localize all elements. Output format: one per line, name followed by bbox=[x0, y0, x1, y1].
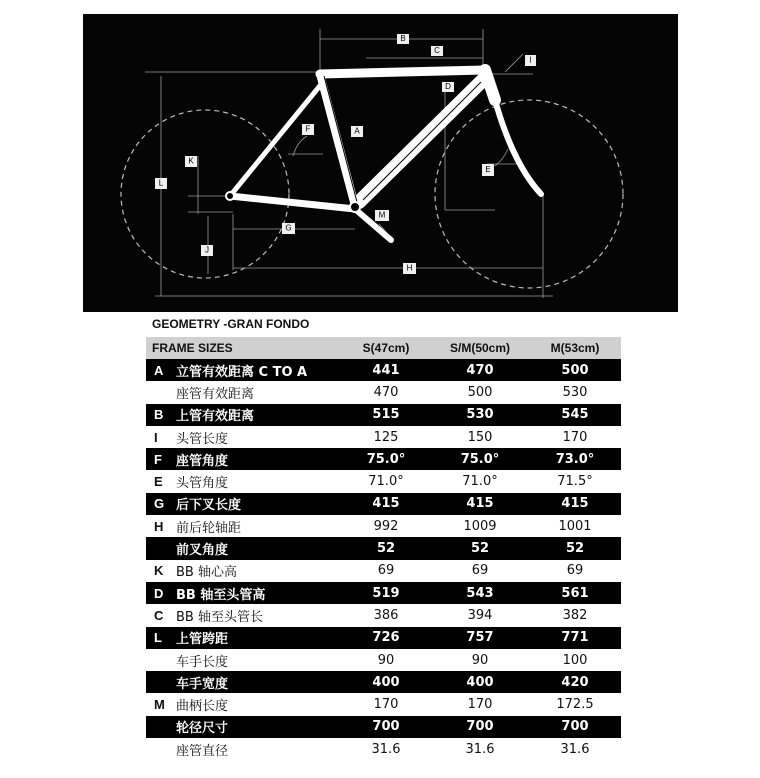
dim-label-g bbox=[282, 223, 295, 234]
dim-label-e bbox=[482, 164, 494, 176]
row-value-m: 382 bbox=[562, 607, 588, 623]
row-name: 前后轮轴距 bbox=[176, 520, 242, 536]
row-value-sm: 1009 bbox=[463, 518, 497, 534]
row-value-sm: 150 bbox=[467, 429, 493, 445]
table-row bbox=[146, 604, 621, 626]
row-letter: L bbox=[154, 630, 162, 646]
svg-text:J: J bbox=[205, 245, 209, 255]
row-letter: D bbox=[154, 585, 164, 601]
row-value-sm: 415 bbox=[466, 496, 494, 512]
row-value-sm: 71.0° bbox=[462, 474, 498, 490]
dim-label-a bbox=[351, 126, 363, 137]
row-letter: B bbox=[154, 407, 164, 423]
table-row bbox=[146, 381, 621, 403]
row-value-m: 700 bbox=[561, 719, 589, 735]
row-letter bbox=[154, 716, 174, 738]
row-value-sm: 75.0° bbox=[460, 451, 500, 467]
row-value-m: 52 bbox=[565, 541, 585, 557]
row-value-s: 400 bbox=[372, 674, 400, 690]
row-letter: A bbox=[154, 362, 164, 378]
row-letter bbox=[154, 649, 174, 671]
row-value-s: 75.0° bbox=[366, 451, 406, 467]
row-value-s: 992 bbox=[373, 518, 399, 534]
table-row bbox=[146, 359, 621, 381]
row-letter: F bbox=[154, 451, 162, 467]
rear-axle bbox=[226, 192, 234, 200]
row-name: 座管角度 bbox=[176, 453, 229, 469]
table-row bbox=[146, 560, 621, 582]
dim-label-b bbox=[397, 34, 409, 44]
geometry-table bbox=[146, 337, 621, 760]
row-name: 座管直径 bbox=[176, 743, 229, 759]
row-value-sm: 530 bbox=[466, 407, 494, 423]
row-value-sm: 31.6 bbox=[465, 741, 495, 757]
table-row bbox=[146, 448, 621, 470]
row-value-m: 31.6 bbox=[560, 741, 590, 757]
row-value-s: 515 bbox=[372, 407, 400, 423]
svg-text:E: E bbox=[485, 165, 491, 175]
table-row bbox=[146, 738, 621, 760]
table-body bbox=[146, 359, 621, 760]
row-value-m: 420 bbox=[561, 674, 589, 690]
row-value-m: 530 bbox=[562, 384, 588, 400]
header-size-sm: S/M(50cm) bbox=[449, 341, 511, 355]
row-name: 轮径尺寸 bbox=[176, 721, 229, 737]
dim-label-j bbox=[201, 245, 213, 256]
svg-text:A: A bbox=[354, 126, 360, 136]
svg-text:B: B bbox=[400, 34, 406, 44]
row-name: BB 轴心高 bbox=[176, 565, 237, 581]
table-row bbox=[146, 693, 621, 715]
row-value-s: 170 bbox=[373, 697, 399, 713]
row-value-s: 69 bbox=[377, 563, 395, 579]
row-value-s: 519 bbox=[372, 585, 400, 601]
dim-label-f bbox=[302, 124, 314, 135]
dim-label-m bbox=[375, 210, 389, 221]
row-letter: C bbox=[154, 607, 164, 623]
row-value-sm: 543 bbox=[466, 585, 494, 601]
dim-label-c bbox=[431, 46, 443, 56]
svg-text:K: K bbox=[188, 156, 194, 166]
row-value-m: 69 bbox=[566, 563, 584, 579]
row-value-m: 170 bbox=[562, 429, 588, 445]
row-value-sm: 470 bbox=[466, 362, 494, 378]
row-name: 上管有效距离 bbox=[176, 409, 255, 425]
row-letter bbox=[154, 381, 174, 403]
header-frame-sizes: FRAME SIZES bbox=[152, 341, 233, 355]
row-value-sm: 700 bbox=[466, 719, 494, 735]
dim-label-d bbox=[442, 82, 454, 92]
row-name: 头管长度 bbox=[176, 431, 229, 447]
svg-text:L: L bbox=[158, 178, 164, 188]
row-value-s: 90 bbox=[377, 652, 395, 668]
row-letter: H bbox=[154, 518, 164, 534]
row-name: 头管角度 bbox=[176, 476, 229, 492]
row-value-s: 31.6 bbox=[371, 741, 401, 757]
row-letter: M bbox=[154, 697, 165, 713]
row-name: 曲柄长度 bbox=[176, 699, 229, 715]
row-value-s: 441 bbox=[372, 362, 400, 378]
table-header bbox=[146, 337, 621, 359]
row-value-m: 100 bbox=[562, 652, 588, 668]
row-letter bbox=[154, 738, 174, 760]
dim-label-i bbox=[525, 55, 536, 66]
front-wheel bbox=[435, 100, 623, 288]
svg-text:I: I bbox=[529, 55, 532, 65]
table-row bbox=[146, 627, 621, 649]
svg-text:D: D bbox=[445, 82, 451, 92]
table-row bbox=[146, 649, 621, 671]
svg-text:G: G bbox=[285, 223, 292, 233]
row-value-s: 470 bbox=[373, 384, 399, 400]
dim-label-k bbox=[185, 156, 197, 167]
row-value-s: 700 bbox=[372, 719, 400, 735]
row-letter: E bbox=[154, 474, 163, 490]
row-value-m: 71.5° bbox=[557, 474, 593, 490]
table-row bbox=[146, 716, 621, 738]
row-value-m: 172.5 bbox=[556, 697, 594, 713]
row-value-sm: 90 bbox=[471, 652, 489, 668]
row-name: 立管有效距离 C TO A bbox=[176, 364, 308, 380]
row-name: 前叉角度 bbox=[176, 543, 229, 559]
bottom-bracket bbox=[350, 202, 360, 212]
table-row bbox=[146, 493, 621, 515]
row-value-s: 726 bbox=[372, 630, 400, 646]
row-name: 上管跨距 bbox=[176, 632, 229, 648]
row-name: BB 轴至头管长 bbox=[176, 609, 263, 625]
row-value-sm: 394 bbox=[467, 607, 493, 623]
row-value-m: 73.0° bbox=[555, 451, 595, 467]
header-size-m: M(53cm) bbox=[550, 341, 600, 355]
row-value-s: 415 bbox=[372, 496, 400, 512]
svg-text:F: F bbox=[305, 124, 311, 134]
table-row bbox=[146, 470, 621, 492]
row-value-sm: 757 bbox=[466, 630, 494, 646]
row-letter: G bbox=[154, 496, 165, 512]
row-value-sm: 400 bbox=[466, 674, 494, 690]
row-value-sm: 170 bbox=[467, 697, 493, 713]
row-name: 车手宽度 bbox=[176, 676, 229, 692]
row-letter bbox=[154, 671, 174, 693]
row-letter: I bbox=[154, 429, 158, 445]
row-letter: K bbox=[154, 563, 164, 579]
row-value-sm: 500 bbox=[467, 384, 493, 400]
dim-label-h bbox=[403, 263, 416, 274]
row-value-s: 125 bbox=[373, 429, 399, 445]
row-letter bbox=[154, 537, 174, 559]
geometry-title: GEOMETRY -GRAN FONDO bbox=[152, 317, 310, 331]
row-value-m: 500 bbox=[561, 362, 589, 378]
table-row bbox=[146, 582, 621, 604]
table-row bbox=[146, 537, 621, 559]
row-name: 座管有效距离 bbox=[176, 386, 255, 402]
row-value-s: 71.0° bbox=[368, 474, 404, 490]
row-name: BB 轴至头管高 bbox=[176, 587, 266, 603]
row-value-sm: 69 bbox=[471, 563, 489, 579]
row-value-s: 386 bbox=[373, 607, 399, 623]
table-row bbox=[146, 404, 621, 426]
header-size-s: S(47cm) bbox=[362, 341, 410, 355]
row-name: 后下叉长度 bbox=[176, 498, 242, 514]
row-value-m: 1001 bbox=[558, 518, 592, 534]
svg-text:M: M bbox=[378, 210, 386, 220]
frame-geometry-diagram bbox=[83, 14, 678, 312]
row-value-m: 561 bbox=[561, 585, 589, 601]
row-value-m: 771 bbox=[561, 630, 589, 646]
row-value-s: 52 bbox=[376, 541, 396, 557]
table-row bbox=[146, 671, 621, 693]
row-value-sm: 52 bbox=[470, 541, 490, 557]
table-row bbox=[146, 426, 621, 448]
dim-label-l bbox=[155, 178, 167, 189]
svg-text:H: H bbox=[406, 263, 413, 273]
row-name: 车手长度 bbox=[176, 654, 229, 670]
row-value-m: 545 bbox=[561, 407, 589, 423]
row-value-m: 415 bbox=[561, 496, 589, 512]
svg-text:C: C bbox=[434, 46, 440, 56]
table-row bbox=[146, 515, 621, 537]
